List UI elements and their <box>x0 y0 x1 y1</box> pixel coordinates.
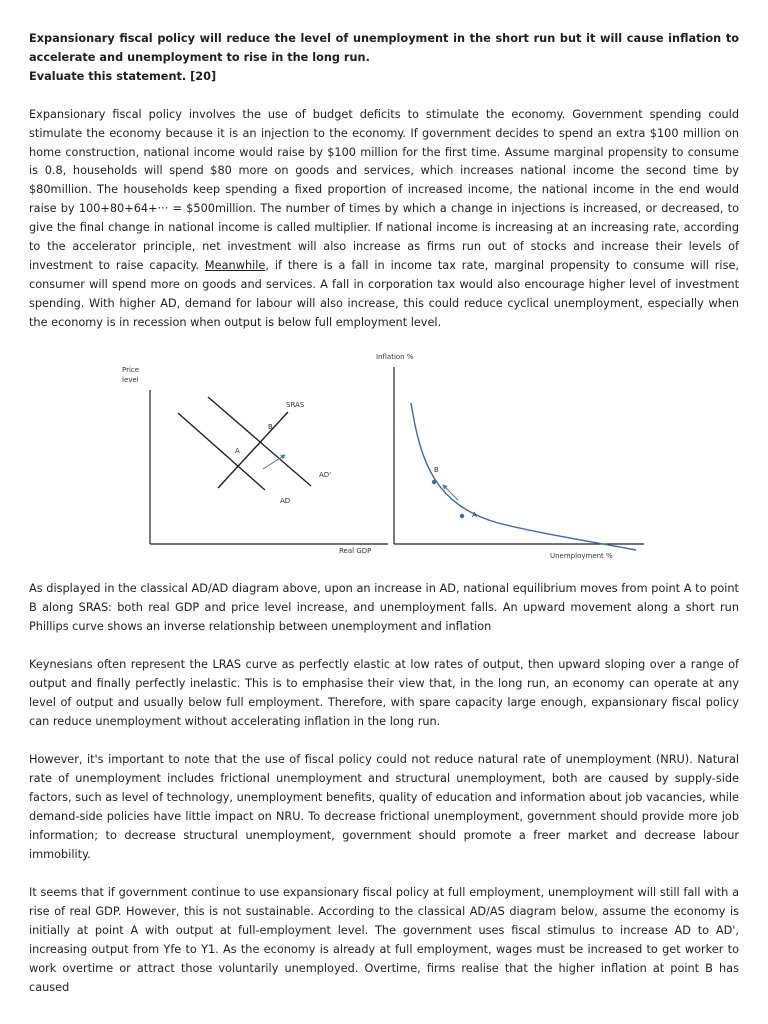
unemployment-label: Unemployment % <box>550 552 613 560</box>
question-instruction: Evaluate this statement. [20] <box>29 69 217 83</box>
underlined-word: Meanwhile <box>204 258 266 272</box>
price-level-label-1: Price <box>122 366 140 374</box>
paragraph-1-text-b: , if there is a fall in income tax rate, marginal propensity to consume will rise, consumer will spend more on goods and services. A fall in corporation tax would also encourage higher level of investment spending. With higher AD, demand for labour will also increase, this could reduce cyclical unemployment, especially when the economy is in recession when output is below full employment level. <box>29 258 739 329</box>
point-a-marker <box>460 514 464 518</box>
figure-diagrams <box>118 345 648 570</box>
point-a-right: A <box>472 511 477 519</box>
paragraph-1-text-a: Expansionary fiscal policy involves the use of budget deficits to stimulate the economy. Government spending could stimulate the economy because it is an injection to the economy. If government decides to spend an extra $100 million on home construction, national income would raise by $100 million for the first time. Assume marginal propensity to consume is 0.8, households will spend $80 more on goods and services, which increases national income the second time by $80million. The households keep spending a fixed proportion of increased income, the national income in the end would raise by 100+80+64+··· = $500million. The number of times by which a change in injections is increased, or decreased, to give the final change in national income is called multiplier. If national income is increasing at an increasing rate, according to the accelerator principle, net investment will also increase as firms run out of stocks and increase their levels of investment to raise capacity. <box>29 107 739 272</box>
real-gdp-label: Real GDP <box>339 547 372 555</box>
ad-prime-curve <box>208 397 311 486</box>
ad-label: AD <box>280 497 291 505</box>
paragraph-4: However, it's important to note that the use of fiscal policy could not reduce natural rate of unemployment (NRU). Natural rate of unemployment includes frictional unemployment and structural unemployment, both are caused by supply-side factors, such as level of technology, unemployment benefits, quality of education and information about job vacancies, while demand-side policies have little impact on NRU. To decrease frictional unemployment, government should provide more job information; to decrease structural unemployment, government should promote a freer market and decrease labour immobility. <box>29 753 739 861</box>
paragraph-5: It seems that if government continue to use expansionary fiscal policy at full employment, unemployment will still fall with a rise of real GDP. However, this is not sustainable. According to the classical AD/AS diagram below, assume the economy is initially at point A with output at full-employment level. The government uses fiscal stimulus to increase AD to AD', increasing output from Yfe to Y1. As the economy is already at full employment, wages must be increased to get worker to work overtime or attract those voluntarily unemployed. Overtime, firms realise that the higher inflation at point B has caused <box>29 886 739 994</box>
inflation-label: Inflation % <box>376 353 414 361</box>
question-statement: Expansionary fiscal policy will reduce the level of unemployment in the short run but it will cause inflation to accelerate and unemployment to rise in the long run. <box>29 32 739 64</box>
point-a-left: A <box>235 447 240 455</box>
phillips-curve-diagram <box>376 353 644 560</box>
point-b-right: B <box>434 466 439 474</box>
point-b-marker <box>432 480 436 484</box>
paragraph-2: As displayed in the classical AD/AD diagram above, upon an increase in AD, national equilibrium moves from point A to point B along SRAS: both real GDP and price level increase, and unemployment falls. An upward movement along a short run Phillips curve shows an inverse relationship between unemployment and inflation <box>29 582 739 633</box>
sras-curve <box>218 412 288 488</box>
point-b-left: B <box>268 423 273 431</box>
shift-arrow <box>263 455 285 469</box>
ad-as-diagram <box>122 366 388 555</box>
ad-prime-label: AD' <box>319 471 332 479</box>
document-page <box>29 30 739 333</box>
paragraph-1 <box>29 106 739 333</box>
phillips-curve <box>411 403 636 550</box>
sras-label: SRAS <box>286 401 305 409</box>
paragraph-3: Keynesians often represent the LRAS curve as perfectly elastic at low rates of output, then upward sloping over a range of output and finally perfectly inelastic. This is to emphasise their view that, in the long run, an economy can operate at any level of output and usually below full employment. Therefore, with spare capacity large enough, expansionary fiscal policy can reduce unemployment without accelerating inflation in the long run. <box>29 658 739 728</box>
price-level-label-2: level <box>122 376 139 384</box>
